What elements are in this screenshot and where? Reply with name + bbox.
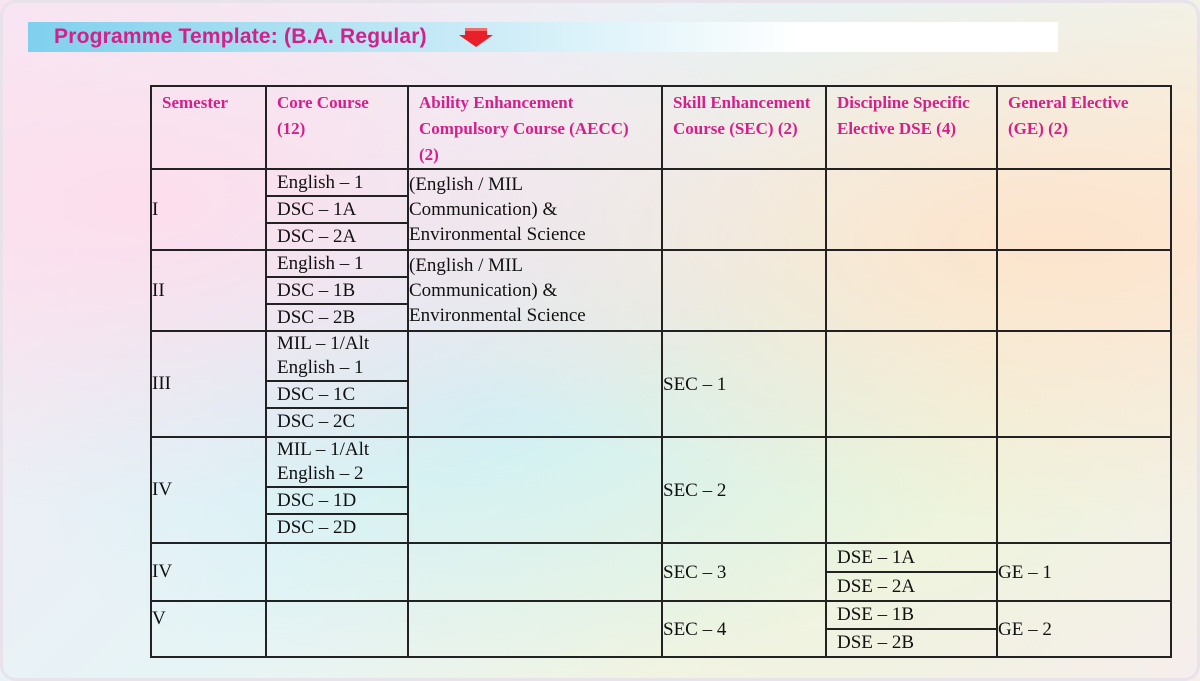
header-sec: Skill Enhancement Course (SEC) (2) bbox=[662, 86, 826, 169]
ge-cell bbox=[997, 250, 1171, 331]
aecc-cell bbox=[408, 331, 662, 437]
aecc-cell: (English / MIL Communication) & Environmental Science bbox=[408, 250, 662, 331]
sec-cell: SEC – 2 bbox=[662, 437, 826, 543]
sec-cell bbox=[662, 169, 826, 250]
ge-cell: GE – 1 bbox=[997, 543, 1171, 601]
sec-cell: SEC – 3 bbox=[662, 543, 826, 601]
dse-item: DSE – 2A bbox=[837, 576, 916, 597]
core-course-cell bbox=[266, 543, 408, 601]
table-header-row bbox=[151, 86, 1171, 169]
core-course-item: MIL – 1/Alt English – 2 bbox=[267, 438, 407, 488]
ge-cell: GE – 2 bbox=[997, 601, 1171, 657]
core-course-item: DSC – 2C bbox=[277, 411, 356, 432]
core-course-cell bbox=[266, 601, 408, 657]
table-row bbox=[151, 601, 1171, 657]
header-semester: Semester bbox=[151, 86, 266, 169]
dse-cell bbox=[826, 169, 997, 250]
table-row bbox=[151, 169, 1171, 250]
aecc-cell bbox=[408, 543, 662, 601]
header-dse: Discipline Specific Elective DSE (4) bbox=[826, 86, 997, 169]
ge-cell bbox=[997, 437, 1171, 543]
core-course-cell bbox=[266, 250, 408, 331]
core-course-item: English – 1 bbox=[267, 251, 407, 278]
sec-cell: SEC – 4 bbox=[662, 601, 826, 657]
ge-cell bbox=[997, 169, 1171, 250]
ge-cell bbox=[997, 331, 1171, 437]
core-course-cell bbox=[266, 169, 408, 250]
core-course-item: DSC – 2B bbox=[277, 307, 356, 328]
core-course-item: DSC – 1C bbox=[267, 382, 407, 409]
header-aecc: Ability Enhancement Compulsory Course (AECC) (2) bbox=[408, 86, 662, 169]
page-title: Programme Template: (B.A. Regular) bbox=[54, 25, 427, 48]
core-course-item: DSC – 1A bbox=[267, 197, 407, 224]
dse-cell bbox=[826, 543, 997, 601]
table-row bbox=[151, 250, 1171, 331]
programme-table bbox=[150, 85, 1172, 658]
table-row bbox=[151, 331, 1171, 437]
core-course-item: English – 1 bbox=[267, 170, 407, 197]
dse-cell bbox=[826, 250, 997, 331]
sec-cell: SEC – 1 bbox=[662, 331, 826, 437]
sec-cell bbox=[662, 250, 826, 331]
semester-cell: IV bbox=[151, 437, 266, 543]
core-course-item: DSC – 2A bbox=[277, 226, 357, 247]
red-down-arrow-icon bbox=[459, 26, 495, 48]
core-course-cell bbox=[266, 437, 408, 543]
dse-cell bbox=[826, 331, 997, 437]
semester-cell: IV bbox=[151, 543, 266, 601]
table-row bbox=[151, 437, 1171, 543]
dse-cell bbox=[826, 437, 997, 543]
table-row bbox=[151, 543, 1171, 601]
core-course-cell bbox=[266, 331, 408, 437]
aecc-cell bbox=[408, 601, 662, 657]
dse-item: DSE – 1A bbox=[827, 544, 996, 573]
aecc-cell: (English / MIL Communication) & Environmental Science bbox=[408, 169, 662, 250]
core-course-item: DSC – 2D bbox=[277, 517, 357, 538]
semester-cell: I bbox=[151, 169, 266, 250]
semester-cell: III bbox=[151, 331, 266, 437]
dse-item: DSE – 2B bbox=[837, 632, 915, 653]
header-ge: General Elective (GE) (2) bbox=[997, 86, 1171, 169]
header-core-course: Core Course (12) bbox=[266, 86, 408, 169]
core-course-item: DSC – 1B bbox=[267, 278, 407, 305]
semester-cell: II bbox=[151, 250, 266, 331]
aecc-cell bbox=[408, 437, 662, 543]
core-course-item: MIL – 1/Alt English – 1 bbox=[267, 332, 407, 382]
semester-cell: V bbox=[151, 601, 266, 657]
dse-item: DSE – 1B bbox=[827, 602, 996, 630]
title-bar bbox=[28, 22, 1058, 52]
dse-cell bbox=[826, 601, 997, 657]
core-course-item: DSC – 1D bbox=[267, 488, 407, 515]
